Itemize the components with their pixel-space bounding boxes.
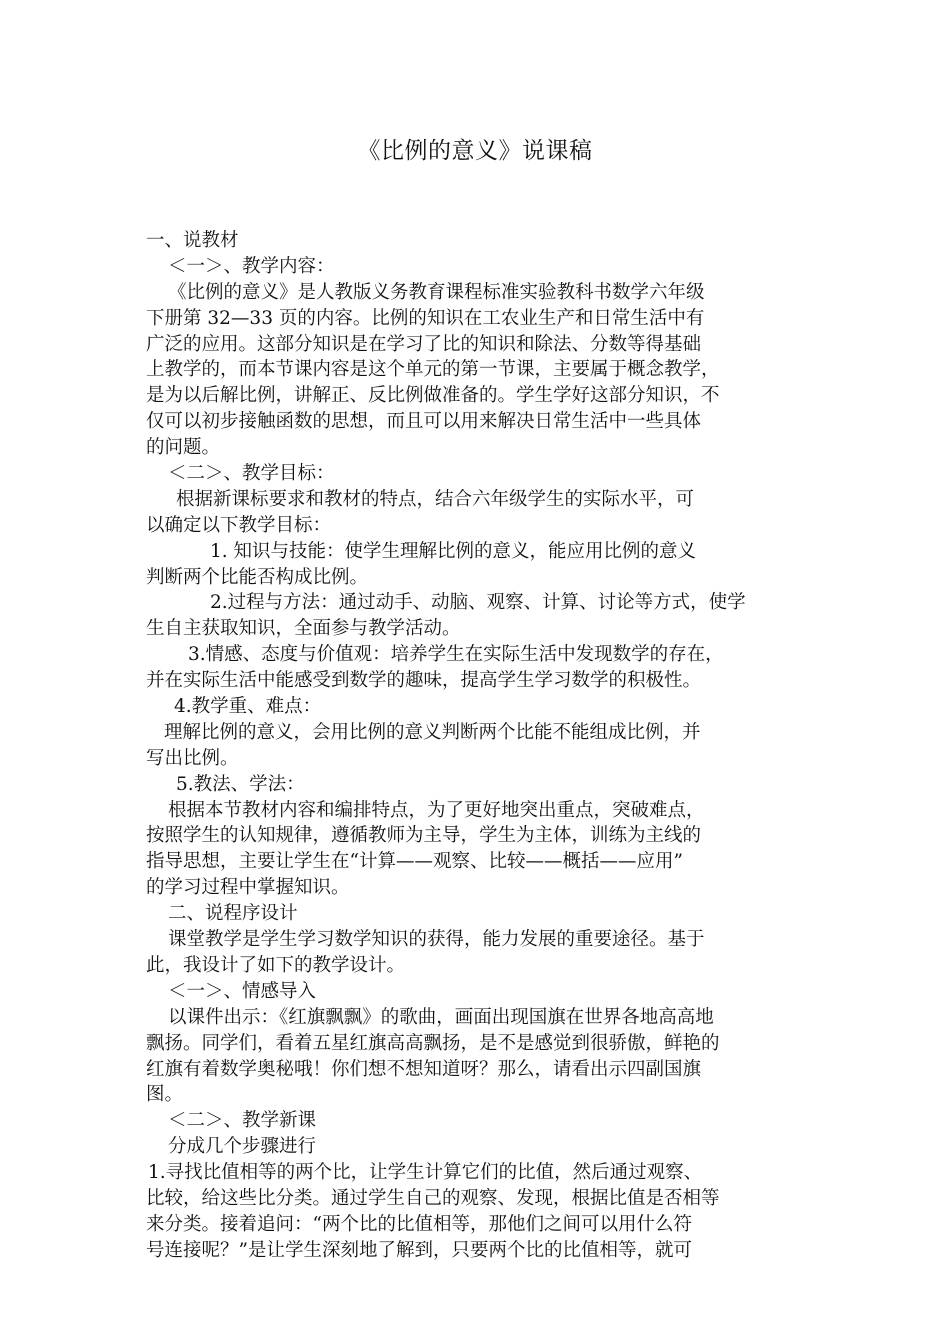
document-title: 《比例的意义》说课稿 [357,138,593,164]
paragraph-line: 是为以后解比例，讲解正、反比例做准备的。学生学好这部分知识，不 [146,385,720,407]
paragraph-line: 根据本节教材内容和编排特点，为了更好地突出重点，突破难点， [168,799,705,821]
goal-item-5: 5.教法、学法： [176,773,305,795]
paragraph-line: 判断两个比能否构成比例。 [146,566,369,588]
goal-item-4: 4.教学重、难点： [174,696,322,718]
paragraph-line: 下册第 32—33 页的内容。比例的知识在工农业生产和日常生活中有 [146,307,705,329]
subheading-teaching-goals: ＜二＞、教学目标： [168,463,335,485]
paragraph-line: 写出比例。 [146,747,239,769]
paragraph-line: 仅可以初步接触函数的思想，而且可以用来解决日常生活中一些具体 [146,411,702,433]
section-heading-1: 一、说教材 [146,230,239,251]
paragraph-line: 以课件出示：《红旗飘飘》的歌曲，画面出现国旗在世界各地高高地 [168,1006,714,1028]
paragraph-line: 比较，给这些比分类。通过学生自己的观察、发现，根据比值是否相等 [146,1187,720,1209]
paragraph-line: 生自主获取知识，全面参与教学活动。 [146,618,461,640]
paragraph-line: 并在实际生活中能感受到数学的趣味，提高学生学习数学的积极性。 [146,670,702,692]
paragraph-line: 上教学的，而本节课内容是这个单元的第一节课，主要属于概念教学， [146,359,720,381]
goal-item-3: 3.情感、态度与价值观：培养学生在实际生活中发现数学的存在， [188,644,724,666]
paragraph-line: 来分类。接着追问：“两个比的比值相等，那他们之间可以用什么符 [146,1213,692,1235]
paragraph-line: 课堂教学是学生学习数学知识的获得，能力发展的重要途径。基于 [168,929,705,951]
subheading-new-lesson: ＜二＞、教学新课 [168,1110,317,1132]
paragraph-line: 广泛的应用。这部分知识是在学习了比的知识和除法、分数等得基础 [146,333,702,355]
paragraph-line: 号连接呢？”是让学生深刻地了解到，只要两个比的比值相等，就可 [146,1239,692,1261]
paragraph-line: 红旗有着数学奥秘哦！你们想不想知道呀？那么，请看出示四副国旗 [146,1058,702,1080]
paragraph-line: 指导思想，主要让学生在“计算——观察、比较——概括——应用” [146,851,683,873]
paragraph-line: 以确定以下教学目标： [146,514,332,536]
subheading-emotional-intro: ＜一＞、情感导入 [168,980,317,1002]
paragraph-line: 按照学生的认知规律，遵循教师为主导，学生为主体，训练为主线的 [146,825,702,847]
document-body [146,228,818,1264]
goal-item-1: 1. 知识与技能：使学生理解比例的意义，能应用比例的意义 [210,540,697,562]
paragraph-line: 《比例的意义》是人教版义务教育课程标准实验教科书数学六年级 [168,281,705,303]
paragraph-line: 的问题。 [146,437,221,459]
paragraph-line: 的学习过程中掌握知识。 [146,877,350,899]
section-heading-2: 二、说程序设计 [168,903,298,925]
step-item-1: 1.寻找比值相等的两个比，让学生计算它们的比值，然后通过观察、 [148,1162,703,1184]
goal-item-2: 2.过程与方法：通过动手、动脑、观察、计算、讨论等方式，使学 [210,592,746,614]
paragraph-line: 飘扬。同学们，看着五星红旗高高飘扬，是不是感觉到很骄傲，鲜艳的 [146,1032,720,1054]
paragraph-line: 图。 [146,1084,184,1106]
paragraph-line: 理解比例的意义，会用比例的意义判断两个比能不能组成比例，并 [164,721,701,743]
paragraph-line: 分成几个步骤进行 [168,1136,317,1158]
subheading-teaching-content: ＜一＞、教学内容： [168,255,335,277]
paragraph-line: 此，我设计了如下的教学设计。 [146,954,406,976]
paragraph-line: 根据新课标要求和教材的特点，结合六年级学生的实际水平，可 [176,488,695,510]
